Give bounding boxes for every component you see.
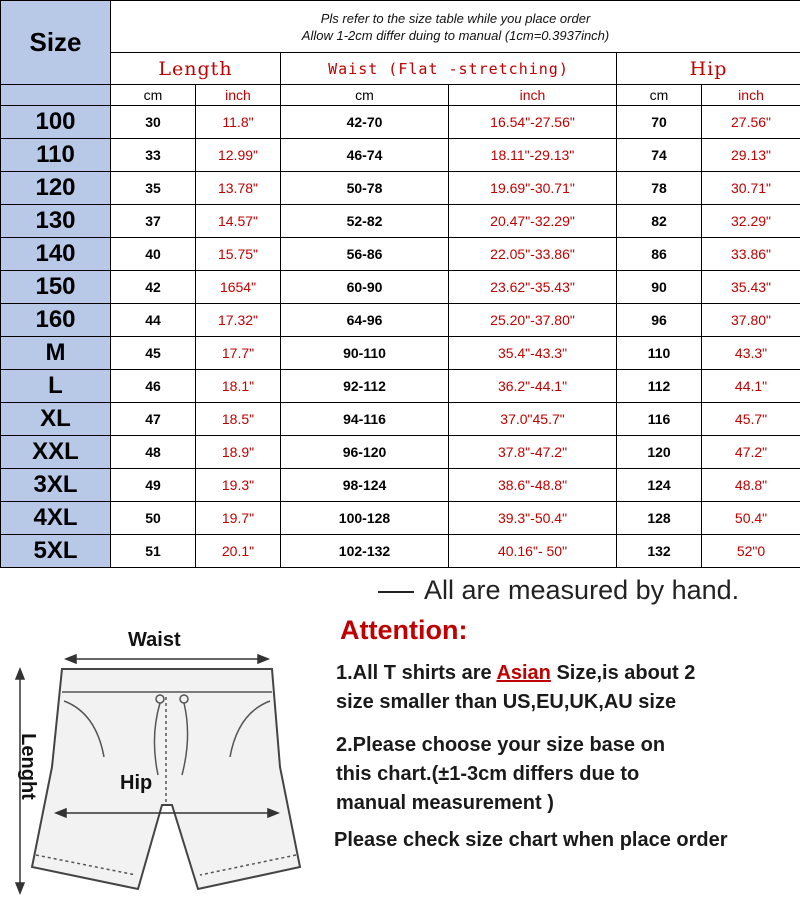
size-row: [1, 535, 800, 568]
hip-header: Hip: [617, 53, 800, 85]
length-cm-cell: 51: [111, 535, 196, 568]
length-cm-cell: 48: [111, 436, 196, 469]
hip-inch-cell: 37.80": [702, 304, 800, 337]
length-label: Lenght: [16, 733, 39, 800]
length-cm-cell: 30: [111, 106, 196, 139]
size-label-cell: 160: [1, 304, 111, 337]
asian-highlight: Asian: [496, 662, 551, 684]
length-inch-cell: 18.9": [196, 436, 281, 469]
length-inch-cell: 13.78": [196, 172, 281, 205]
length-inch-cell: 18.1": [196, 370, 281, 403]
table-note-line1: Pls refer to the size table while you place order: [320, 10, 591, 26]
hip-inch-cell: 33.86": [702, 238, 800, 271]
table-note: [111, 1, 800, 53]
size-label-cell: 4XL: [1, 502, 111, 535]
size-label-cell: 110: [1, 139, 111, 172]
hip-cm-cell: 96: [617, 304, 702, 337]
size-label-cell: 150: [1, 271, 111, 304]
waist-cm-cell: 100-128: [281, 502, 449, 535]
waist-cm-cell: 56-86: [281, 238, 449, 271]
hip-inch-cell: 30.71": [702, 172, 800, 205]
size-row: [1, 106, 800, 139]
hip-inch-cell: 50.4": [702, 502, 800, 535]
waist-inch-cell: 16.54"-27.56": [449, 106, 617, 139]
length-cm-cell: 40: [111, 238, 196, 271]
hip-cm-cell: 128: [617, 502, 702, 535]
length-inch-cell: 12.99": [196, 139, 281, 172]
size-label-cell: 100: [1, 106, 111, 139]
size-row: [1, 238, 800, 271]
shorts-outline: [32, 669, 300, 889]
waist-cm-cell: 46-74: [281, 139, 449, 172]
hip-inch-cell: 32.29": [702, 205, 800, 238]
hip-inch-cell: 43.3": [702, 337, 800, 370]
waist-inch-cell: 22.05"-33.86": [449, 238, 617, 271]
size-row: [1, 502, 800, 535]
waist-cm-unit: cm: [281, 85, 449, 106]
instruction-1-line1: [336, 659, 695, 688]
hip-inch-cell: 48.8": [702, 469, 800, 502]
size-label-cell: 5XL: [1, 535, 111, 568]
size-label-cell: M: [1, 337, 111, 370]
waist-cm-cell: 90-110: [281, 337, 449, 370]
instruction-1-prefix: 1.All T shirts are: [336, 662, 497, 684]
waist-inch-cell: 25.20"-37.80": [449, 304, 617, 337]
length-inch-cell: 17.32": [196, 304, 281, 337]
hip-inch-cell: 52"0: [702, 535, 800, 568]
size-row: [1, 469, 800, 502]
shorts-diagram: [0, 617, 330, 907]
size-label-cell: 140: [1, 238, 111, 271]
waist-cm-cell: 94-116: [281, 403, 449, 436]
waist-cm-cell: 92-112: [281, 370, 449, 403]
size-row: [1, 304, 800, 337]
length-cm-cell: 35: [111, 172, 196, 205]
hip-cm-cell: 82: [617, 205, 702, 238]
waist-inch-cell: 40.16"- 50": [449, 535, 617, 568]
instruction-2: [336, 731, 665, 818]
length-inch-cell: 15.75": [196, 238, 281, 271]
hip-cm-cell: 78: [617, 172, 702, 205]
instruction-1-suffix: Size,is about 2: [550, 662, 696, 684]
size-row: [1, 436, 800, 469]
size-row: [1, 403, 800, 436]
waist-cm-cell: 52-82: [281, 205, 449, 238]
waist-inch-cell: 39.3"-50.4": [449, 502, 617, 535]
waist-inch-cell: 20.47"-32.29": [449, 205, 617, 238]
length-header: Length: [111, 53, 281, 85]
size-row: [1, 205, 800, 238]
hip-inch-unit: inch: [702, 85, 800, 106]
instruction-2-line3: manual measurement ): [336, 792, 554, 814]
length-cm-cell: 37: [111, 205, 196, 238]
waist-inch-cell: 37.8"-47.2": [449, 436, 617, 469]
length-inch-cell: 19.7": [196, 502, 281, 535]
length-inch-unit: inch: [196, 85, 281, 106]
hip-inch-cell: 29.13": [702, 139, 800, 172]
length-inch-cell: 18.5": [196, 403, 281, 436]
attention-title: Attention:: [340, 615, 468, 645]
size-label-cell: 3XL: [1, 469, 111, 502]
length-inch-cell: 11.8": [196, 106, 281, 139]
waist-cm-cell: 98-124: [281, 469, 449, 502]
waist-inch-cell: 38.6"-48.8": [449, 469, 617, 502]
waist-arrow: [66, 655, 268, 663]
waist-inch-cell: 18.11"-29.13": [449, 139, 617, 172]
waist-cm-cell: 102-132: [281, 535, 449, 568]
length-inch-cell: 1654": [196, 271, 281, 304]
hip-cm-cell: 116: [617, 403, 702, 436]
waist-cm-cell: 50-78: [281, 172, 449, 205]
waist-inch-cell: 36.2"-44.1": [449, 370, 617, 403]
length-cm-cell: 42: [111, 271, 196, 304]
hip-inch-cell: 44.1": [702, 370, 800, 403]
waist-inch-cell: 35.4"-43.3": [449, 337, 617, 370]
size-row: [1, 271, 800, 304]
instruction-2-line1: 2.Please choose your size base on: [336, 734, 666, 756]
instructions-section: [0, 567, 800, 914]
instruction-1-line2: size smaller than US,EU,UK,AU size: [336, 691, 677, 713]
hip-cm-cell: 90: [617, 271, 702, 304]
length-inch-cell: 19.3": [196, 469, 281, 502]
length-cm-cell: 33: [111, 139, 196, 172]
waist-cm-cell: 64-96: [281, 304, 449, 337]
measured-by-hand-text: All are measured by hand.: [424, 575, 740, 605]
size-unit-spacer: [1, 85, 111, 106]
waist-cm-cell: 42-70: [281, 106, 449, 139]
waist-cm-cell: 60-90: [281, 271, 449, 304]
check-size-chart-note: Please check size chart when place order: [334, 829, 728, 851]
hip-inch-cell: 47.2": [702, 436, 800, 469]
instruction-2-line2: this chart.(±1-3cm differs due to: [336, 763, 640, 785]
hip-inch-cell: 45.7": [702, 403, 800, 436]
hip-cm-unit: cm: [617, 85, 702, 106]
dash-line: [378, 591, 414, 593]
hip-cm-cell: 86: [617, 238, 702, 271]
length-cm-unit: cm: [111, 85, 196, 106]
measured-by-hand-note: [378, 575, 739, 606]
table-note-line2: Allow 1-2cm differ duing to manual (1cm=0.3937inch): [301, 27, 610, 43]
length-inch-cell: 17.7": [196, 337, 281, 370]
size-label-cell: L: [1, 370, 111, 403]
length-cm-cell: 49: [111, 469, 196, 502]
waist-inch-cell: 19.69"-30.71": [449, 172, 617, 205]
hip-cm-cell: 124: [617, 469, 702, 502]
length-cm-cell: 46: [111, 370, 196, 403]
length-cm-cell: 45: [111, 337, 196, 370]
size-label-cell: XL: [1, 403, 111, 436]
hip-cm-cell: 74: [617, 139, 702, 172]
instruction-1: [336, 659, 695, 717]
hip-cm-cell: 70: [617, 106, 702, 139]
size-label-cell: XXL: [1, 436, 111, 469]
waist-label: Waist: [128, 629, 181, 651]
hip-cm-cell: 110: [617, 337, 702, 370]
hip-cm-cell: 120: [617, 436, 702, 469]
size-row: [1, 370, 800, 403]
size-label-cell: 120: [1, 172, 111, 205]
hip-label: Hip: [120, 772, 153, 794]
size-row: [1, 172, 800, 205]
size-header: Size: [1, 1, 111, 85]
hip-cm-cell: 132: [617, 535, 702, 568]
hip-cm-cell: 112: [617, 370, 702, 403]
waist-inch-cell: 37.0"45.7": [449, 403, 617, 436]
length-cm-cell: 50: [111, 502, 196, 535]
waist-cm-cell: 96-120: [281, 436, 449, 469]
waist-inch-cell: 23.62"-35.43": [449, 271, 617, 304]
hip-inch-cell: 35.43": [702, 271, 800, 304]
length-inch-cell: 14.57": [196, 205, 281, 238]
size-row: [1, 139, 800, 172]
waist-inch-unit: inch: [449, 85, 617, 106]
length-inch-cell: 20.1": [196, 535, 281, 568]
size-label-cell: 130: [1, 205, 111, 238]
waist-header: Waist (Flat -stretching): [281, 53, 617, 85]
length-cm-cell: 44: [111, 304, 196, 337]
size-row: [1, 337, 800, 370]
hip-inch-cell: 27.56": [702, 106, 800, 139]
length-cm-cell: 47: [111, 403, 196, 436]
